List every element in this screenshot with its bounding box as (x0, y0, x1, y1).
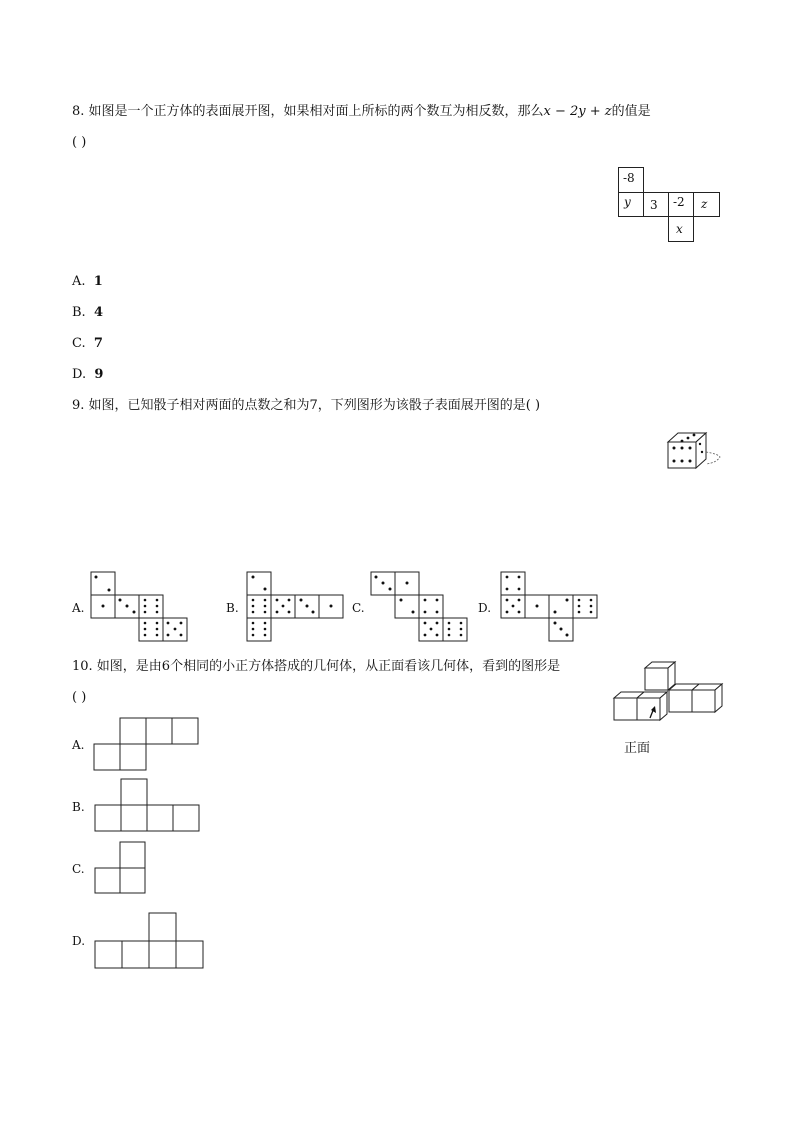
q10-option-b-figure[interactable] (94, 779, 202, 833)
q8-expression: x − 2y + z (543, 104, 612, 119)
net-face-y: y (618, 192, 644, 217)
q8-stem-text: 8. 如图是一个正方体的表面展开图，如果相对面上所标的两个数互为相反数，那么 (72, 104, 544, 119)
q8-stem-tail: 的值是 (611, 104, 651, 119)
q8-option-d[interactable] (72, 367, 103, 383)
net-face-minus8: -8 (618, 167, 644, 193)
q10-cube-structure (612, 660, 724, 724)
q10-option-c-label[interactable]: C. (72, 862, 85, 876)
net-face-x: x (668, 216, 694, 242)
q10-option-a-figure[interactable] (94, 717, 200, 771)
q10-option-b-label[interactable]: B. (72, 800, 85, 814)
q8-option-c-value: 7 (93, 336, 103, 351)
q9-option-a-net[interactable] (90, 571, 190, 643)
q10-front-label: 正面 (624, 741, 651, 756)
q9-option-d-label[interactable]: D. (478, 601, 492, 615)
q8-option-c[interactable] (72, 336, 103, 352)
q8-option-b-letter: B. (72, 305, 86, 320)
q10-option-d-figure[interactable] (94, 912, 206, 970)
q9-dice-icon (664, 430, 724, 470)
net-face-z: z (693, 192, 720, 217)
q8-option-b-value: 4 (93, 305, 103, 320)
q8-option-d-letter: D. (72, 367, 87, 382)
q8-option-a[interactable] (72, 274, 103, 290)
q9-option-c-net[interactable] (370, 571, 470, 643)
q10-option-c-figure[interactable] (94, 842, 148, 896)
q10-option-a-label[interactable]: A. (72, 738, 85, 752)
q10-option-d-label[interactable]: D. (72, 934, 86, 948)
q8-option-a-value: 1 (93, 274, 103, 289)
q8-option-b[interactable] (72, 305, 103, 321)
q9-option-b-label[interactable]: B. (226, 601, 239, 615)
q10-stem: 10. 如图，是由6个相同的小正方体搭成的几何体，从正面看该几何体，看到的图形是 (72, 659, 561, 674)
q9-option-b-net[interactable] (246, 571, 346, 643)
q8-answer-paren: ( ) (72, 135, 87, 150)
q10-answer-paren: ( ) (72, 690, 87, 705)
net-face-minus2: -2 (668, 192, 694, 217)
q8-cube-net (618, 167, 722, 243)
q9-stem: 9. 如图，已知骰子相对两面的点数之和为7，下列图形为该骰子表面展开图的是( ) (72, 398, 541, 413)
q8-option-d-value: 9 (94, 367, 104, 382)
net-face-3: 3 (643, 192, 669, 217)
q8-stem (72, 104, 651, 120)
q9-option-a-label[interactable]: A. (72, 601, 85, 615)
q9-option-c-label[interactable]: C. (352, 601, 365, 615)
q8-option-a-letter: A. (72, 274, 86, 289)
q8-option-c-letter: C. (72, 336, 86, 351)
q9-option-d-net[interactable] (500, 571, 600, 643)
